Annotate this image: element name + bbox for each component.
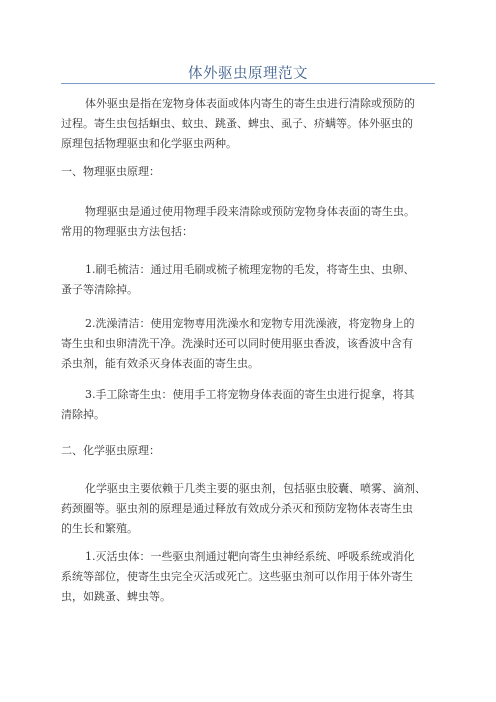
paragraph-line: 药颈圈等。驱虫剂的原理是通过释放有效成分杀灭和预防宠物体表寄生虫 (61, 502, 413, 515)
paragraph-line: 2.洗澡清洁：使用宠物専用洗澡水和宠物专用洗澡液，将宠物身上的 (85, 317, 415, 330)
paragraph-line: 1.刷毛梳洁：通过用毛刷或梳子梳理宠物的毛发，将寄生虫、虫卵、 (85, 263, 415, 276)
paragraph-line: 原理包括物理驱虫和化学驱虫两种。 (61, 137, 237, 150)
paragraph-line: 虫，如跳蚤、蜱虫等。 (61, 590, 171, 603)
paragraph-line: 清除掉。 (61, 408, 105, 421)
list-item-chemical-1 (61, 547, 441, 607)
paragraph-line: 化学驱虫主要依赖于几类主要的驱虫剂，包括驱虫胶囊、喷雾、滴剂、 (85, 482, 426, 495)
paragraph-intro (61, 94, 441, 154)
section-heading-text: 一、物理驱虫原理： (61, 165, 160, 178)
paragraph-line: 体外驱虫是指在宠物身体表面或体内寄生的寄生虫进行清除或预防的 (85, 97, 415, 110)
title-divider (61, 83, 435, 84)
section-heading-text: 二、化学驱虫原理： (61, 444, 160, 457)
paragraph-line: 的生长和繁殖。 (61, 522, 138, 535)
paragraph-line: 杀虫剂，能有效杀灭身体表面的寄生虫。 (61, 357, 259, 370)
paragraph-line: 寄生虫和虫卵清洗干净。洗澡时还可以同时使用驱虫香波，该香波中含有 (61, 337, 413, 350)
section-heading-chemical (61, 441, 441, 461)
paragraph-line: 系统等部位，使寄生虫完全灭活或死亡。这些驱虫剂可以作用于体外寄生 (61, 570, 413, 583)
paragraph-line: 3.手工除寄生虫：使用手工将宠物身体表面的寄生虫进行捉拿，将其 (85, 388, 415, 401)
paragraph-line: 过程。寄生虫包括蛔虫、蚊虫、跳蚤、蜱虫、虱子、疥螨等。体外驱虫的 (61, 117, 413, 130)
paragraph-line: 常用的物理驱虫方法包括： (61, 225, 193, 238)
paragraph-physical-intro (61, 202, 441, 242)
list-item-physical-2 (61, 314, 441, 374)
section-heading-physical (61, 162, 441, 182)
paragraph-chemical-intro (61, 479, 441, 539)
paragraph-line: 物理驱虫是通过使用物理手段来清除或预防宠物身体表面的寄生虫。 (85, 205, 415, 218)
paragraph-line: 1.灭活虫体：一些驱虫剂通过靶向寄生虫神经系统、呼吸系统或消化 (85, 550, 415, 563)
document-title: 体外驱虫原理范文 (188, 66, 308, 82)
list-item-physical-1 (61, 260, 441, 300)
list-item-physical-3 (61, 385, 441, 425)
paragraph-line: 蚤子等清除掉。 (61, 283, 138, 296)
